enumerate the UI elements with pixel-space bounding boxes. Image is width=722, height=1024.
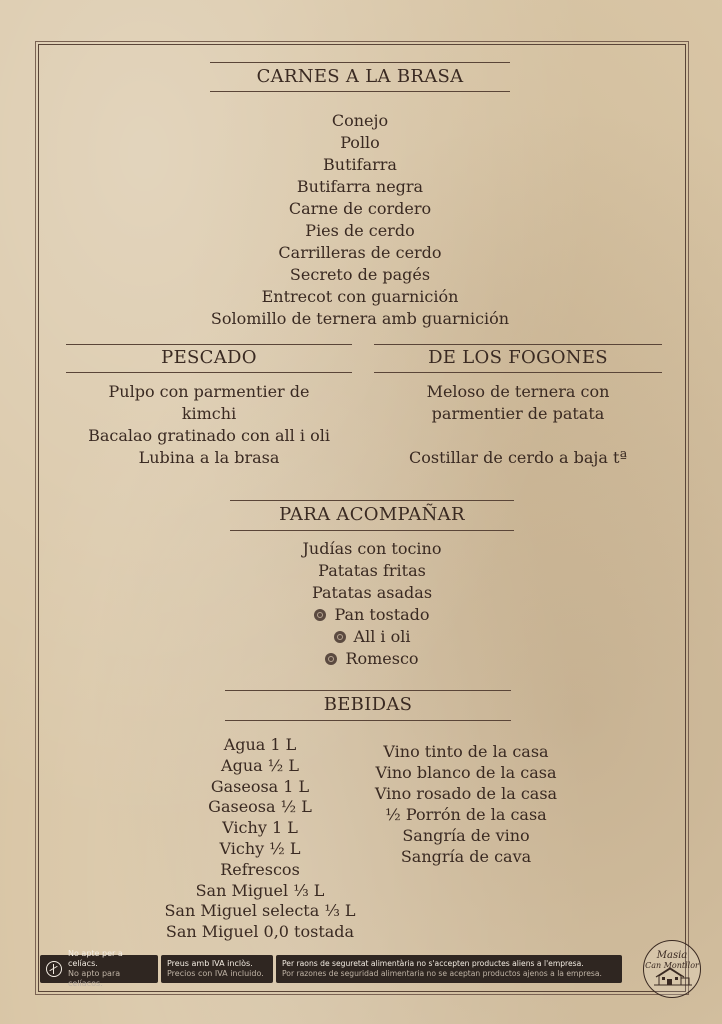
farmhouse-icon [644, 941, 700, 997]
list-item: Patatas asadas [311, 583, 433, 602]
section-title-carnes-text: CARNES A LA BRASA [256, 66, 464, 87]
list-fogones [374, 381, 662, 469]
section-title-pescado [66, 342, 352, 376]
allergen-icon [334, 631, 346, 643]
list-carnes [180, 110, 540, 330]
list-item: Vino rosado de la casa [374, 784, 558, 803]
list-item: Solomillo de ternera amb guarnición [210, 309, 510, 328]
list-item: Butifarra [323, 155, 397, 174]
celiac-notice-ca: No apte per a celíacs. [68, 949, 123, 968]
list-item: ½ Porrón de la casa [385, 805, 547, 824]
list-item: Vino blanco de la casa [375, 763, 557, 782]
list-acompanar [230, 538, 514, 670]
safety-notice [276, 955, 622, 983]
list-item: Pan tostado [230, 604, 514, 626]
list-item: Meloso de ternera con [426, 382, 610, 401]
list-item: Agua 1 L [223, 735, 297, 754]
list-item: Vino tinto de la casa [383, 742, 549, 761]
list-bebidas-right [366, 741, 566, 867]
list-item: Agua ½ L [221, 755, 299, 775]
list-pescado [66, 381, 352, 469]
allergen-icon [314, 609, 326, 621]
list-item: Carne de cordero [288, 199, 432, 218]
list-item: Judías con tocino [302, 539, 442, 558]
logo-line2: Can Montllor [645, 961, 699, 970]
iva-notice [161, 955, 273, 983]
section-title-fogones-text: DE LOS FOGONES [428, 347, 608, 368]
list-item: Patatas fritas [318, 561, 426, 580]
list-item: Carrilleras de cerdo [278, 243, 442, 262]
list-item: Lubina a la brasa [138, 448, 280, 467]
logo-line1: Masia [656, 950, 688, 961]
section-title-pescado-text: PESCADO [161, 347, 257, 368]
list-item: Conejo [331, 111, 389, 130]
section-title-acompanar [230, 500, 514, 532]
list-item: Costillar de cerdo a baja tª [409, 448, 627, 467]
celiac-notice-es: No apto para celíacos. [68, 969, 121, 988]
iva-notice-ca: Preus amb IVA inclòs. [167, 959, 253, 968]
list-bebidas-left [160, 735, 360, 943]
list-item: Entrecot con guarnición [261, 287, 459, 306]
section-title-bebidas-text: BEBIDAS [323, 694, 413, 715]
list-item: Butifarra negra [296, 177, 424, 196]
restaurant-logo [643, 940, 701, 998]
list-spacer [374, 425, 662, 447]
section-title-carnes [210, 60, 510, 94]
safety-notice-ca: Per raons de seguretat alimentària no s'accepten productes aliens a l'empresa. [282, 959, 584, 968]
list-item: Secreto de pagés [289, 265, 431, 284]
list-item: San Miguel selecta ⅓ L [164, 901, 356, 921]
list-item: Romesco [230, 648, 514, 670]
list-item: kimchi [181, 404, 237, 423]
list-item: Sangría de vino [402, 826, 530, 845]
list-item: Vichy 1 L [222, 818, 298, 838]
section-title-acompanar-text: PARA ACOMPAÑAR [279, 504, 465, 525]
celiac-notice [40, 949, 158, 988]
list-item: Pies de cerdo [305, 221, 415, 240]
list-item: Sangría de cava [400, 847, 532, 866]
list-item: Gaseosa ½ L [208, 797, 312, 817]
list-item: Pulpo con parmentier de [108, 382, 310, 401]
list-item: parmentier de patata [431, 404, 605, 423]
list-item: Refrescos [220, 859, 300, 879]
list-item: San Miguel ⅓ L [195, 880, 325, 900]
footer-notices [40, 949, 625, 988]
list-item: Pollo [340, 133, 380, 152]
list-item: Vichy ½ L [219, 838, 301, 858]
iva-notice-es: Precios con IVA incluido. [167, 969, 264, 978]
gluten-free-icon [46, 961, 62, 977]
allergen-icon [325, 653, 337, 665]
section-title-fogones [374, 342, 662, 376]
safety-notice-es: Por razones de seguridad alimentaria no se aceptan productos ajenos a la empresa. [282, 969, 602, 978]
list-item: All i oli [230, 626, 514, 648]
list-item: Gaseosa 1 L [210, 776, 310, 796]
list-item: San Miguel 0,0 tostada [165, 922, 355, 942]
section-title-bebidas [225, 690, 511, 722]
list-item: Bacalao gratinado con all i oli [88, 426, 330, 445]
